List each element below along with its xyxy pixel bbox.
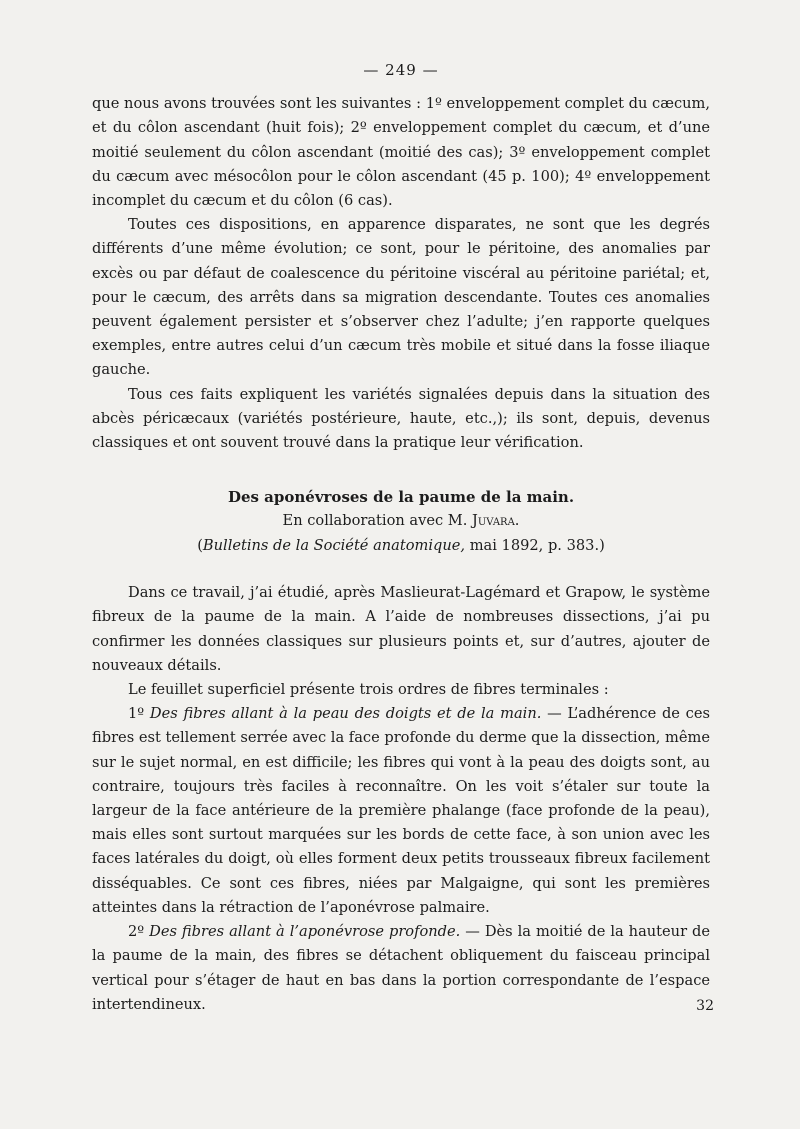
collab-prefix: En collaboration avec M. [282,512,468,530]
collab-name: Juvara. [472,512,520,530]
section-reference [92,533,710,559]
item-heading-1: Des fibres allant à la peau des doigts et de la main. [149,705,542,723]
paragraph-abscess-varieties: Tous ces faits expliquent les variétés signalées depuis dans la situation des abcès péricæcaux (variétés postérieure, haute, etc.,); ils sont, depuis, devenus classiques et ont souvent trouvé dans la pratique leur vérification. [92,385,710,452]
ref-journal: Bulletins de la Société anatomique, [202,537,466,555]
section-title: Des aponévroses de la paume de la main. [227,488,575,507]
item-body-1: — L’adhérence de ces fibres est tellement serrée avec la face profonde du derme que la dissection, même sur le sujet normal, en est difficile; les fibres qui vont à la peau des doigts sont, au contraire, toujours très faciles à reconnaître. On les voit s’étaler sur toute la largeur de la face antérieure de la première phalange (face profonde de la peau), mais elles sont surtout marquées sur les bords de cette face, à son union avec les faces latérales du doigt, où elles forment deux petits trousseaux fibreux facilement disséquables. Ce sont ces fibres, niées par Malgaigne, qui sont les premières atteintes dans la rétraction de l’aponévrose palmaire. [92,705,710,916]
paragraph-fibres-deep [92,920,710,1017]
signature-mark: 32 [696,998,714,1014]
ref-open: ( [197,537,203,555]
paragraph-caecum-findings: que nous avons trouvées sont les suivantes : 1º enveloppement complet du cæcum, et du côlon ascendant (huit fois); 2º enveloppement complet du cæcum, et d’une moitié seulement du côlon ascendant (moitié des cas); 3º enveloppement complet du cæcum avec mésocôlon pour le côlon ascendant (45 p. 100); 4º enveloppement incomplet du cæcum et du côlon (6 cas). [92,95,710,210]
item-heading-2: Des fibres allant à l’aponévrose profonde. [149,923,461,941]
paragraph-superficial-layer: Le feuillet superficiel présente trois ordres de fibres terminales : [128,681,609,699]
item-number-2: 2º [128,923,150,941]
paragraph-fibres-skin [92,702,710,920]
ref-details: mai 1892, p. 383.) [465,537,605,555]
item-number-1: 1º [128,705,150,723]
paragraph-intro: Dans ce travail, j’ai étudié, après Maslieurat-Lagémard et Grapow, le système fibreux de la paume de la main. A l’aide de nombreuses dissections, j’ai pu confirmer les données classiques sur plusieurs points et, sur d’autres, ajouter de nouveaux détails. [92,584,710,674]
section-heading [92,485,710,559]
section-collaboration [92,509,710,533]
page-number: — 249 — [363,61,439,79]
page-content [92,58,710,1017]
paragraph-anomalies: Toutes ces dispositions, en apparence disparates, ne sont que les degrés différents d’une même évolution; ce sont, pour le péritoine, des anomalies par excès ou par défaut de coalescence du péritoine viscéral au péritoine pariétal; et, pour le cæcum, des arrêts dans sa migration descendante. Toutes ces anomalies peuvent également persister et s’observer chez l’adulte; j’en rapporte quelques exemples, entre autres celui d’un cæcum très mobile et situé dans la fosse iliaque gauche. [92,216,710,379]
item-body-2: — Dès la moitié de la hauteur de la paume de la main, des fibres se détachent obliquement du faisceau principal vertical pour s’étager de haut en bas dans la portion correspondante de l’espace intertendineux. [92,923,711,1013]
